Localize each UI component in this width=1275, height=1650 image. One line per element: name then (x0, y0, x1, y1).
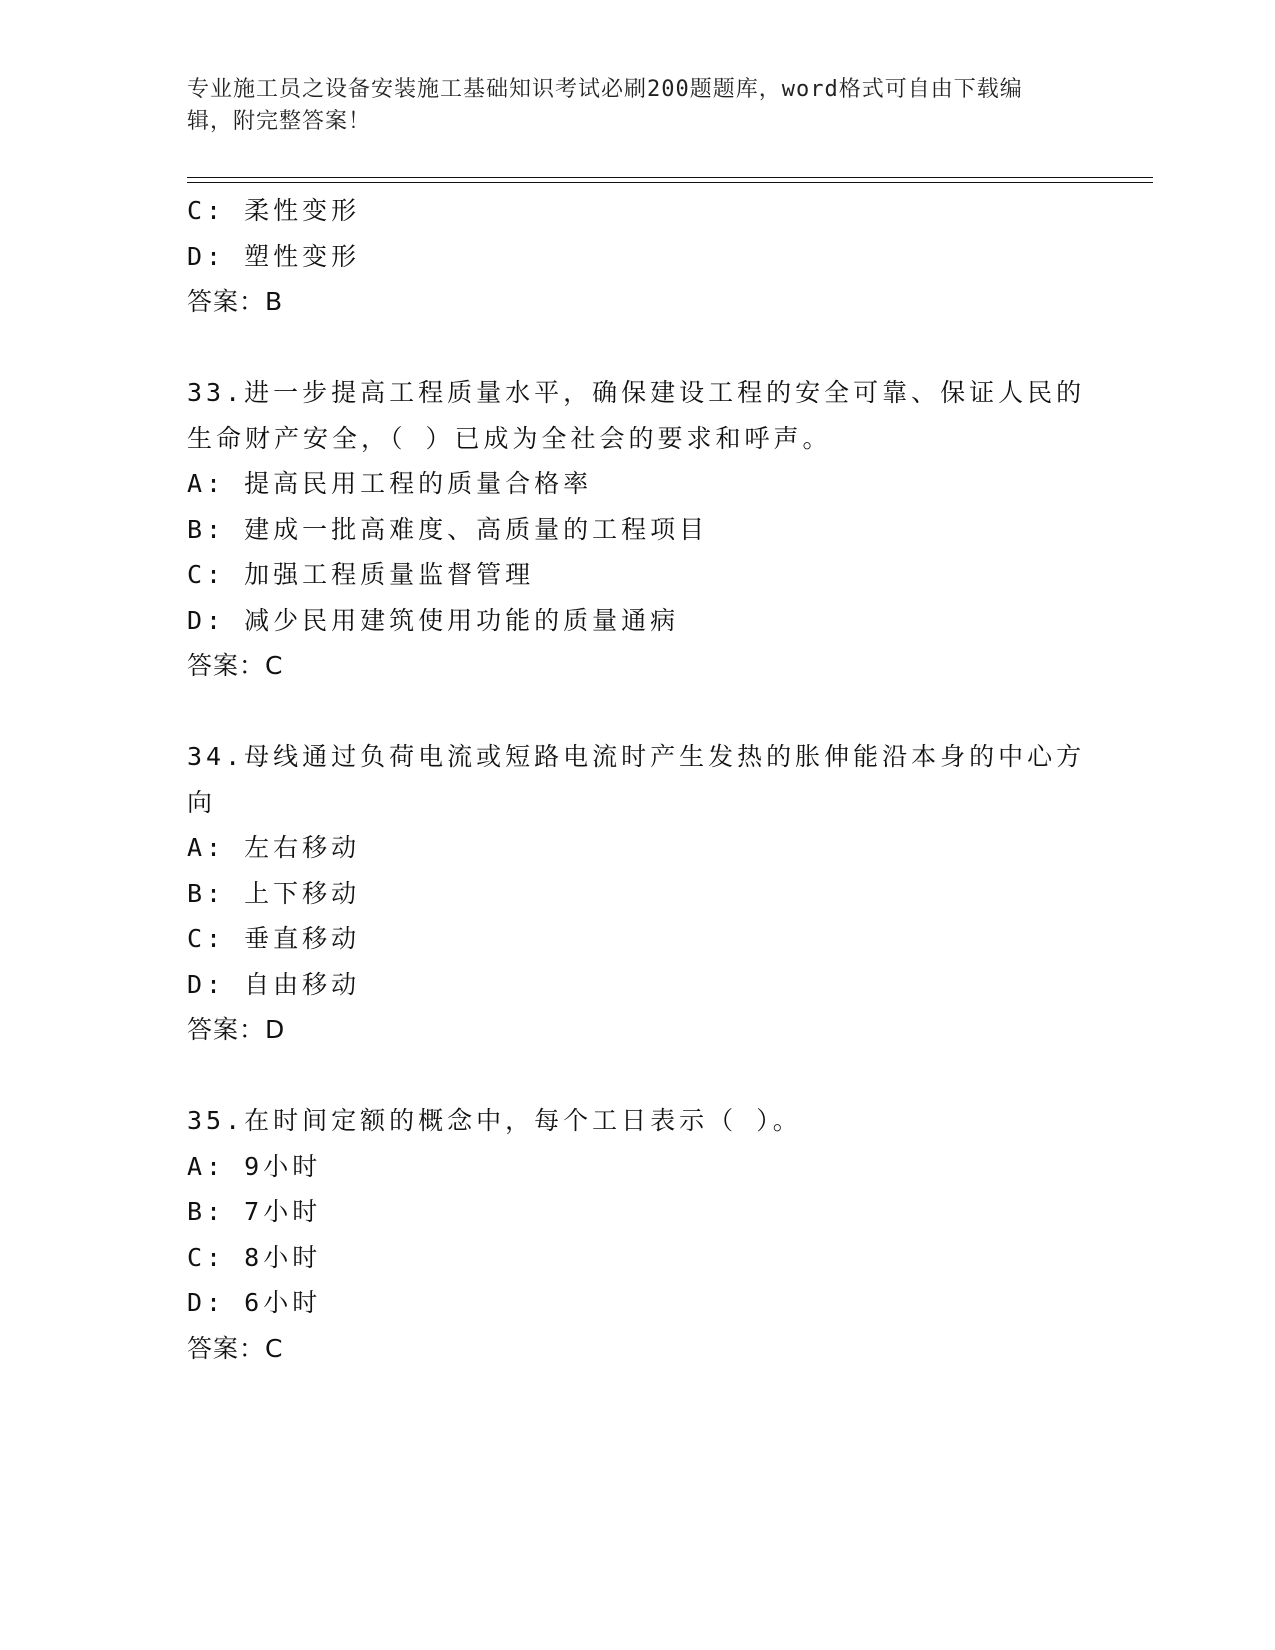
option-a: A: 提高民用工程的质量合格率 (187, 469, 593, 498)
option-c: C: 柔性变形 (187, 196, 361, 225)
question-list (187, 188, 1087, 1371)
option-c: C: 加强工程质量监督管理 (187, 560, 535, 589)
answer-line: 答案：C (187, 1333, 284, 1363)
answer-line: 答案：B (187, 287, 284, 316)
option-a: A: 左右移动 (187, 833, 361, 862)
option-d: D: 自由移动 (187, 969, 361, 999)
option-c: C: 垂直移动 (187, 924, 361, 953)
spacer (187, 1053, 1087, 1099)
document-header (187, 74, 1067, 138)
question-34 (187, 734, 1087, 1053)
option-b: B: 上下移动 (187, 878, 361, 908)
question-stem: 33.进一步提高工程质量水平，确保建设工程的安全可靠、保证人民的生命财产安全，（ ）已成为全社会的要求和呼声。 (187, 378, 1086, 453)
carryover-question (187, 188, 1087, 325)
option-d: D: 6小时 (187, 1288, 322, 1317)
option-b: B: 建成一批高难度、高质量的工程项目 (187, 514, 709, 544)
question-stem: 35.在时间定额的概念中，每个工日表示（ ）。 (187, 1106, 802, 1135)
spacer (187, 325, 1087, 371)
option-b: B: 7小时 (187, 1197, 322, 1226)
header-rule-top (187, 177, 1153, 178)
spacer (187, 689, 1087, 735)
question-stem: 34.母线通过负荷电流或短路电流时产生发热的胀伸能沿本身的中心方向 (187, 742, 1086, 817)
option-d: D: 减少民用建筑使用功能的质量通病 (187, 605, 680, 635)
option-c: C: 8小时 (187, 1242, 322, 1272)
answer-line: 答案：C (187, 651, 284, 680)
option-a: A: 9小时 (187, 1151, 322, 1181)
question-35 (187, 1098, 1087, 1371)
header-rule-bottom (187, 182, 1153, 183)
option-d: D: 塑性变形 (187, 241, 361, 271)
header-title: 专业施工员之设备安装施工基础知识考试必刷200题题库，word格式可自由下载编辑，附完整答案！ (187, 77, 1023, 134)
question-33 (187, 370, 1087, 689)
answer-line: 答案：D (187, 1015, 286, 1044)
